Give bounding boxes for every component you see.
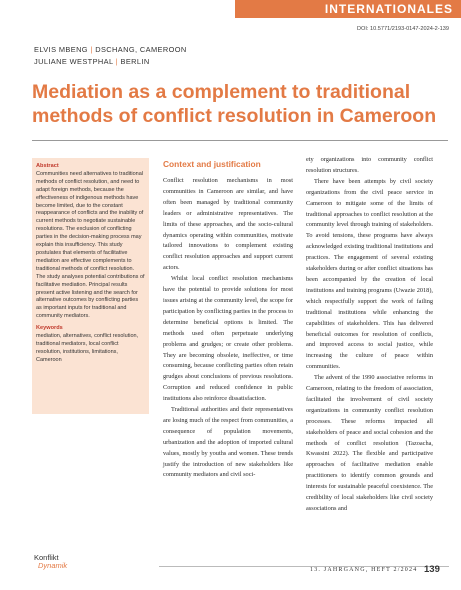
logo-line-2: Dynamik bbox=[38, 561, 68, 570]
title-divider bbox=[32, 140, 448, 141]
author-block bbox=[34, 44, 187, 68]
author-name-1: ELVIS MBENG bbox=[34, 45, 88, 54]
author-separator: | bbox=[115, 57, 119, 66]
paragraph: The advent of the 1990 associative reforms in Cameroon, relating to the freedom of association, facilitated the involvement of civil society organizations in community conflict resolution processes. These reforms impacted all stakeholders of peace and social cohesion and the methods of conflict resolution (Tazoacha, Kwassini 2022). The flexible and participative approaches of facilitative mediation enable practitioners to identify common grounds and interests for sustainable peaceful coexistence. The credibility of local stakeholders like civil society associations and bbox=[306, 374, 433, 512]
paragraph: ety organizations into community conflict resolution structures. bbox=[306, 156, 433, 174]
doi: DOI: 10.5771/2193-0147-2024-2-139 bbox=[356, 26, 449, 32]
section-label: INTERNATIONALES bbox=[324, 2, 453, 16]
author-affiliation-2: BERLIN bbox=[120, 57, 150, 66]
body-column-1 bbox=[163, 158, 293, 481]
abstract-text: Communities need alternatives to traditional methods of conflict resolution, and need to adapt foreign methods, because the effectiveness of indigenous methods have become limited, due to the constant reappearance of conflicts and the inability of current methods to negotiate sustainable resolutions. The exclusion of conflicting parties in the decision-making process may explain this insufficiency. This study postulates that elements of facilitative mediation are effective complements to traditional methods of conflict resolution. The study analyses potential contributions of facilitative mediation. Principal results present active listening and the search for alternative outcomes by conflicting parties as important inputs for traditional and community mediators. bbox=[36, 170, 145, 320]
body-column-2 bbox=[306, 155, 433, 515]
section-heading: Context and justification bbox=[163, 159, 261, 169]
article-title: Mediation as a complement to traditional methods of conflict resolution in Cameroon bbox=[32, 81, 437, 127]
journal-issue: 13. JAHRGANG, HEFT 2/2024 bbox=[310, 567, 418, 573]
paragraph: Traditional authorities and their representatives are losing much of the respect from communities, a consequence of population movements, urbanization and the adoption of imported cultural values, mostly by youths and women. These trends justify the introduction of new stakeholders like community mediators and civil soci- bbox=[163, 406, 293, 479]
abstract-box bbox=[32, 158, 149, 414]
author-name-2: JULIANE WESTPHAL bbox=[34, 57, 114, 66]
abstract-heading: Abstract bbox=[36, 163, 59, 169]
journal-logo bbox=[34, 554, 67, 570]
author-line-1 bbox=[34, 44, 187, 56]
logo-line-1: Konflikt bbox=[34, 553, 59, 562]
keywords-text: mediation, alternatives, conflict resolution, traditional mediators, local conflict resolution, institutions, limitations, Cameroon bbox=[36, 333, 139, 363]
section-banner bbox=[235, 0, 461, 18]
page-number: 139 bbox=[424, 564, 440, 575]
paragraph: Conflict resolution mechanisms in most communities in Cameroon are similar, and have often been managed by traditional community leaders or administrative representatives. The limits of these approaches, and the socio-cultural dynamics operating within communities, motivate tailored innovations to complement existing conflict resolution approaches and support current actors. bbox=[163, 177, 293, 272]
paragraph: Whilst local conflict resolution mechanisms have the potential to provide solutions for most issues arising at the community level, the scope for participation by conflicting parties in the process to determine beneficial options is limited. The methods used often perpetuate underlying problems and grudges; or create other problems. They are becoming obsolete, ineffective, or time consuming, because conflicting parties often retain grudges about conclusions of previous resolutions. Corruption and reduced confidence in public institutions also reinforce dissatisfaction. bbox=[163, 275, 293, 403]
author-line-2 bbox=[34, 56, 187, 68]
author-affiliation-1: DSCHANG, CAMEROON bbox=[95, 45, 187, 54]
keywords-heading: Keywords bbox=[36, 325, 63, 332]
paragraph: There have been attempts by civil society organizations from the civil peace service in Cameroon to mitigate some of the limits of traditional approaches to conflict resolution at the community level through training of stakeholders. To avoid tensions, these programs have always acknowledged existing traditional institutions and practices. The engagement of several existing stakeholders during or after conflict situations has been accompanied by the creation of local institutions and training programs (Uwazie 2018), which respectfully support the work of failing traditional institutions while enhancing the capabilities of stakeholders. This has delivered beneficial outcomes for resolution of conflicts, and improved access to social justice, while increasing the culture of peace within communities. bbox=[306, 177, 433, 371]
author-separator: | bbox=[90, 45, 93, 54]
